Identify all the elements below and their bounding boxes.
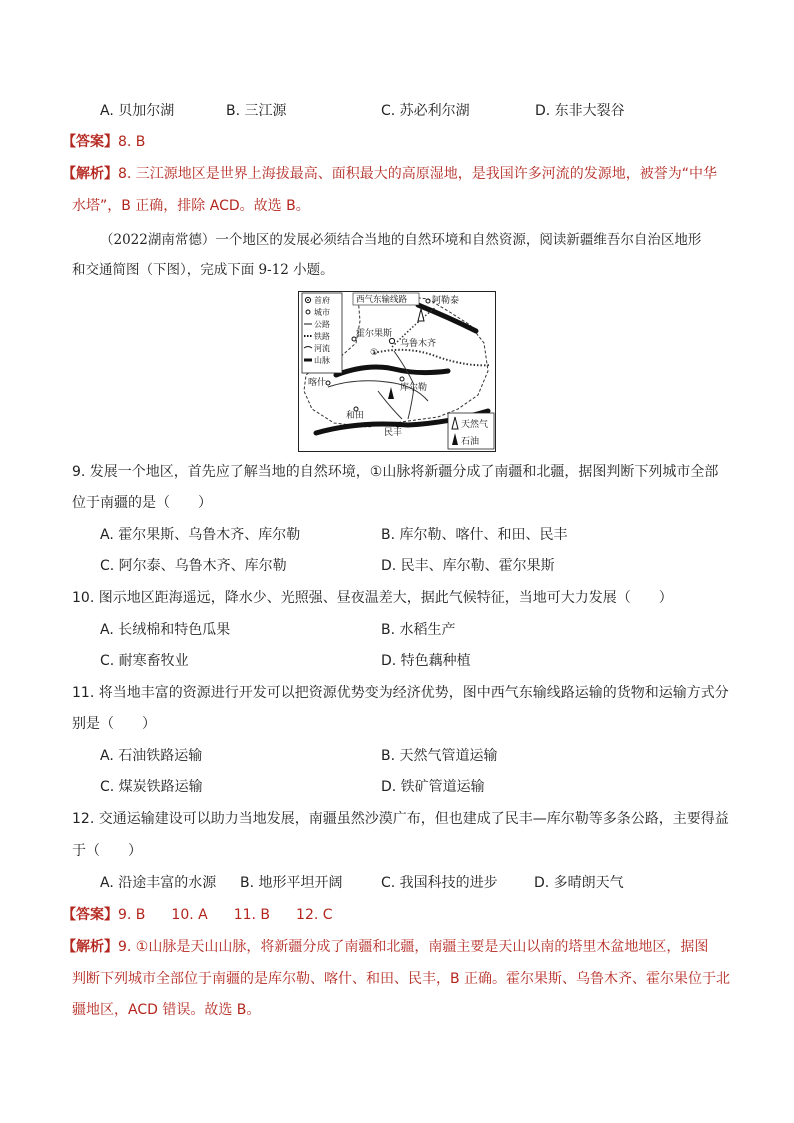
q11-option-d: D. 铁矿管道运输 [381,779,485,795]
legend-road: 公路 [314,320,330,329]
q8-option-a: A. 贝加尔湖 [100,103,175,119]
q8-option-c: C. 苏必利尔湖 [381,103,470,119]
q11-line1: 11. 将当地丰富的资源进行开发可以把资源优势变为经济优势，图中西气东输线路运输的货物和运输方式分 [72,685,729,701]
legend-capital: 首府 [314,296,330,305]
city-label-horgos: 霍尔果斯 [356,329,393,339]
q10-option-c: C. 耐寒畜牧业 [100,653,189,669]
city-label-altay: 阿勒泰 [432,296,460,306]
legend-mountain: 山脉 [314,356,330,365]
intro-line1: （2022湖南常德）一个地区的发展必须结合当地的自然环境和自然资源，阅读新疆维吾尔自治区地形 [100,232,702,248]
explanation-9-text1: 9. ①山脉是天山山脉，将新疆分成了南疆和北疆，南疆主要是天山以南的塔里木盆地地区，据图 [118,939,709,955]
answer-10: 10. A [171,907,208,923]
intro-line2: 和交通简图（下图），完成下面 9-12 小题。 [72,262,334,278]
q12-line2: 于（ ） [72,843,142,859]
answer-9: 9. B [118,907,146,923]
city-label-korla: 库尔勒 [400,383,428,393]
xinjiang-map [298,291,496,452]
q10-line1: 10. 图示地区距海遥远，降水少、光照强、昼夜温差大，据此气候特征，当地可大力发展（ ） [72,590,673,606]
q11-option-a: A. 石油铁路运输 [100,748,203,764]
legend-railway: 铁路 [314,332,330,341]
city-label-hotan: 和田 [346,411,365,421]
pipeline-label: 西气东输线路 [356,295,408,305]
explanation-9-line2: 判断下列城市全部位于南疆的是库尔勒、喀什、和田、民丰，B 正确。霍尔果斯、乌鲁木齐、霍尔果位于北 [72,971,731,987]
mountain-marker: ① [370,348,379,358]
q11-option-c: C. 煤炭铁路运输 [100,779,203,795]
answer-11: 11. B [233,907,271,923]
q12-option-a: A. 沿途丰富的水源 [100,875,217,891]
q12-option-c: C. 我国科技的进步 [381,875,498,891]
explanation-8-line1 [62,164,722,184]
explanation-9-line1 [62,937,722,957]
answer-9-12 [62,905,722,925]
legend-river: 河流 [314,344,330,353]
q9-line2: 位于南疆的是（ ） [72,495,212,511]
answer-8-text: 8. B [118,134,146,150]
explanation-8-text1: 8. 三江源地区是世界上海拔最高、面积最大的高原湿地，是我国许多河流的发源地，被誉为“中华 [118,166,718,182]
q9-option-d: D. 民丰、库尔勒、霍尔果斯 [381,558,555,574]
q10-option-a: A. 长绒棉和特色瓜果 [100,622,231,638]
q12-line1: 12. 交通运输建设可以助力当地发展，南疆虽然沙漠广布，但也建成了民丰—库尔勒等多条公路，主要得益 [72,811,729,827]
city-label-minfeng: 民丰 [384,428,403,438]
legend-city: 城市 [314,308,330,317]
explanation-tag: 【解析】 [62,939,118,955]
answer-12: 12. C [296,907,333,923]
city-label-urumqi: 乌鲁木齐 [400,339,437,349]
q9-option-b: B. 库尔勒、喀什、和田、民丰 [381,527,568,543]
q8-option-b: B. 三江源 [226,103,287,119]
q8-option-d: D. 东非大裂谷 [535,103,625,119]
q12-option-b: B. 地形平坦开阔 [240,875,343,891]
q10-option-b: B. 水稻生产 [381,622,456,638]
explanation-tag: 【解析】 [62,166,118,182]
city-label-kashgar: 喀什 [308,378,327,388]
legend-gas: 天然气 [461,420,489,430]
q9-line1: 9. 发展一个地区，首先应了解当地的自然环境，①山脉将新疆分成了南疆和北疆，据图判断下列城市全部 [72,464,719,480]
q10-option-d: D. 特色藕种植 [381,653,471,669]
q12-option-d: D. 多晴朗天气 [534,875,624,891]
q11-line2: 别是（ ） [72,716,156,732]
q9-option-c: C. 阿尔泰、乌鲁木齐、库尔勒 [100,558,287,574]
q11-option-b: B. 天然气管道运输 [381,748,498,764]
answer-tag: 【答案】 [62,907,118,923]
explanation-9-line3: 疆地区，ACD 错误。故选 B。 [72,1002,261,1018]
explanation-8-line2: 水塔”，B 正确，排除 ACD。故选 B。 [72,198,310,214]
legend-oil: 石油 [461,437,480,447]
answer-8 [62,132,722,152]
q9-option-a: A. 霍尔果斯、乌鲁木齐、库尔勒 [100,527,301,543]
answer-tag: 【答案】 [62,134,118,150]
